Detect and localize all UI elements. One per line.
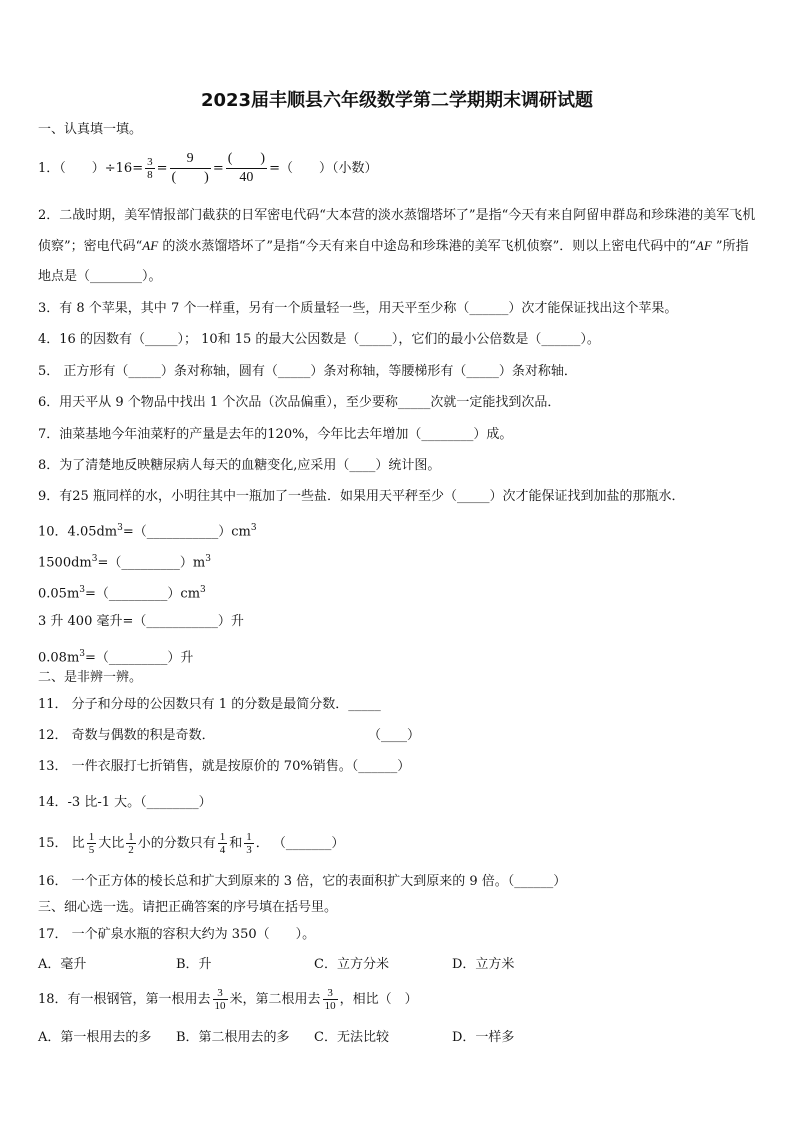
section-1-heading: 一、认真填一填。: [38, 122, 143, 137]
question-1: 1．（ ）÷16= $\frac{3}{8}$ = $\frac{9}{( )}$ = $\frac{( )}{40}$ =（ ）（小数）: [38, 151, 378, 185]
fraction: $\frac{1}{5}$: [88, 831, 95, 856]
question-9: 9．有25 瓶同样的水，小明往其中一瓶加了一些盐．如果用天平秤至少（_____）次才能保证找到加盐的那瓶水．: [38, 489, 685, 504]
question-10-line: $0.08m^3=(\_\_\_\_\_\_\_\_\_)$升: [38, 649, 194, 666]
question-10-line: $1500dm^3=(\_\_\_\_\_\_\_\_\_)m^3$: [38, 554, 211, 571]
question-10-line: 10．$4.05dm^3=(\_\_\_\_\_\_\_\_\_\_\_)cm^3$: [38, 523, 257, 540]
question-14: 14．-3 比-1 大。（________）: [38, 795, 212, 810]
question-17-options: [38, 955, 758, 975]
option-d: D．一样多: [452, 1030, 515, 1045]
section-3-heading: 三、细心选一选。请把正确答案的序号填在括号里。: [38, 900, 338, 915]
question-4: 4．16 的因数有（_____）； 10和 15 的最大公因数是（_____），它们的最小公倍数是（______）。: [38, 332, 600, 347]
fraction: $\frac{( )}{40}$: [227, 151, 266, 185]
question-6: 6．用天平从 9 个物品中找出 1 个次品（次品偏重），至少要称_____次就一定能找到次品．: [38, 395, 561, 410]
question-18: 18．有一根钢管，第一根用去 $\frac{3}{10}$ 米，第二根用去 $\frac{3}{10}$ ，相比（ ）: [38, 987, 418, 1012]
option-a: A．第一根用去的多: [38, 1030, 152, 1045]
page-title: 2023届丰顺县六年级数学第二学期期末调研试题: [200, 90, 594, 111]
question-15: 15． 比 $\frac{1}{5}$ 大比 $\frac{1}{2}$ 小的分数只有 $\frac{1}{4}$ 和 $\frac{1}{3}$ ． （_______）: [38, 831, 345, 856]
fraction: $\frac{1}{3}$: [246, 831, 252, 856]
section-2-heading: 二、是非辨一辨。: [38, 670, 143, 685]
option-b: B．第二根用去的多: [176, 1030, 290, 1045]
fraction: $\frac{3}{10}$: [324, 987, 336, 1012]
question-3: 3．有 8 个苹果，其中 7 个一样重，另有一个质量轻一些，用天平至少称（______）次才能保证找出这个苹果。: [38, 301, 678, 316]
question-7: 7．油菜基地今年油菜籽的产量是去年的120%，今年比去年增加（________）成。: [38, 427, 513, 442]
fraction: $\frac{3}{8}$: [147, 156, 153, 181]
option-a: A．毫升: [38, 957, 87, 972]
question-10-line: 3 升 400 毫升=（___________）升: [38, 614, 244, 629]
question-8: 8．为了清楚地反映糖尿病人每天的血糖变化,应采用（____）统计图。: [38, 458, 441, 473]
question-11: 11． 分子和分母的公因数只有 1 的分数是最简分数．_____: [38, 697, 381, 712]
option-c: C．无法比较: [314, 1030, 389, 1045]
question-13: 13． 一件衣服打七折销售，就是按原价的 70%销售。（______）: [38, 759, 411, 774]
question-16: 16． 一个正方体的棱长总和扩大到原来的 3 倍，它的表面积扩大到原来的 9 倍。（______）: [38, 874, 567, 889]
fraction: $\frac{3}{10}$: [214, 987, 226, 1012]
question-18-options: [38, 1028, 758, 1048]
option-b: B．升: [176, 957, 212, 972]
question-12: 12． 奇数与偶数的积是奇数． （____）: [38, 728, 421, 743]
question-2: 2．二战时期，美军情报部门截获的日军密电代码“大本营的淡水蒸馏塔坏了”是指“今天有来自阿留申群岛和珍珠港的美军飞机侦察”；密电代码“AF 的淡水蒸馏塔坏了”是指“今天有来自中途岛和珍珠港的美军飞机侦察”．则以上密电代码中的“AF ”所指地点是（________）。: [38, 208, 756, 284]
question-17: 17． 一个矿泉水瓶的容积大约为 350（ ）。: [38, 927, 316, 942]
fraction: $\frac{1}{2}$: [128, 831, 134, 856]
fraction: $\frac{9}{( )}$: [171, 151, 209, 185]
fraction: $\frac{1}{4}$: [219, 831, 226, 856]
question-10-line: $0.05m^3=(\_\_\_\_\_\_\_\_\_)cm^3$: [38, 585, 206, 602]
question-5: 5． 正方形有（_____）条对称轴，圆有（_____）条对称轴，等腰梯形有（_____）条对称轴．: [38, 364, 577, 379]
option-d: D．立方米: [452, 957, 515, 972]
option-c: C．立方分米: [314, 957, 389, 972]
